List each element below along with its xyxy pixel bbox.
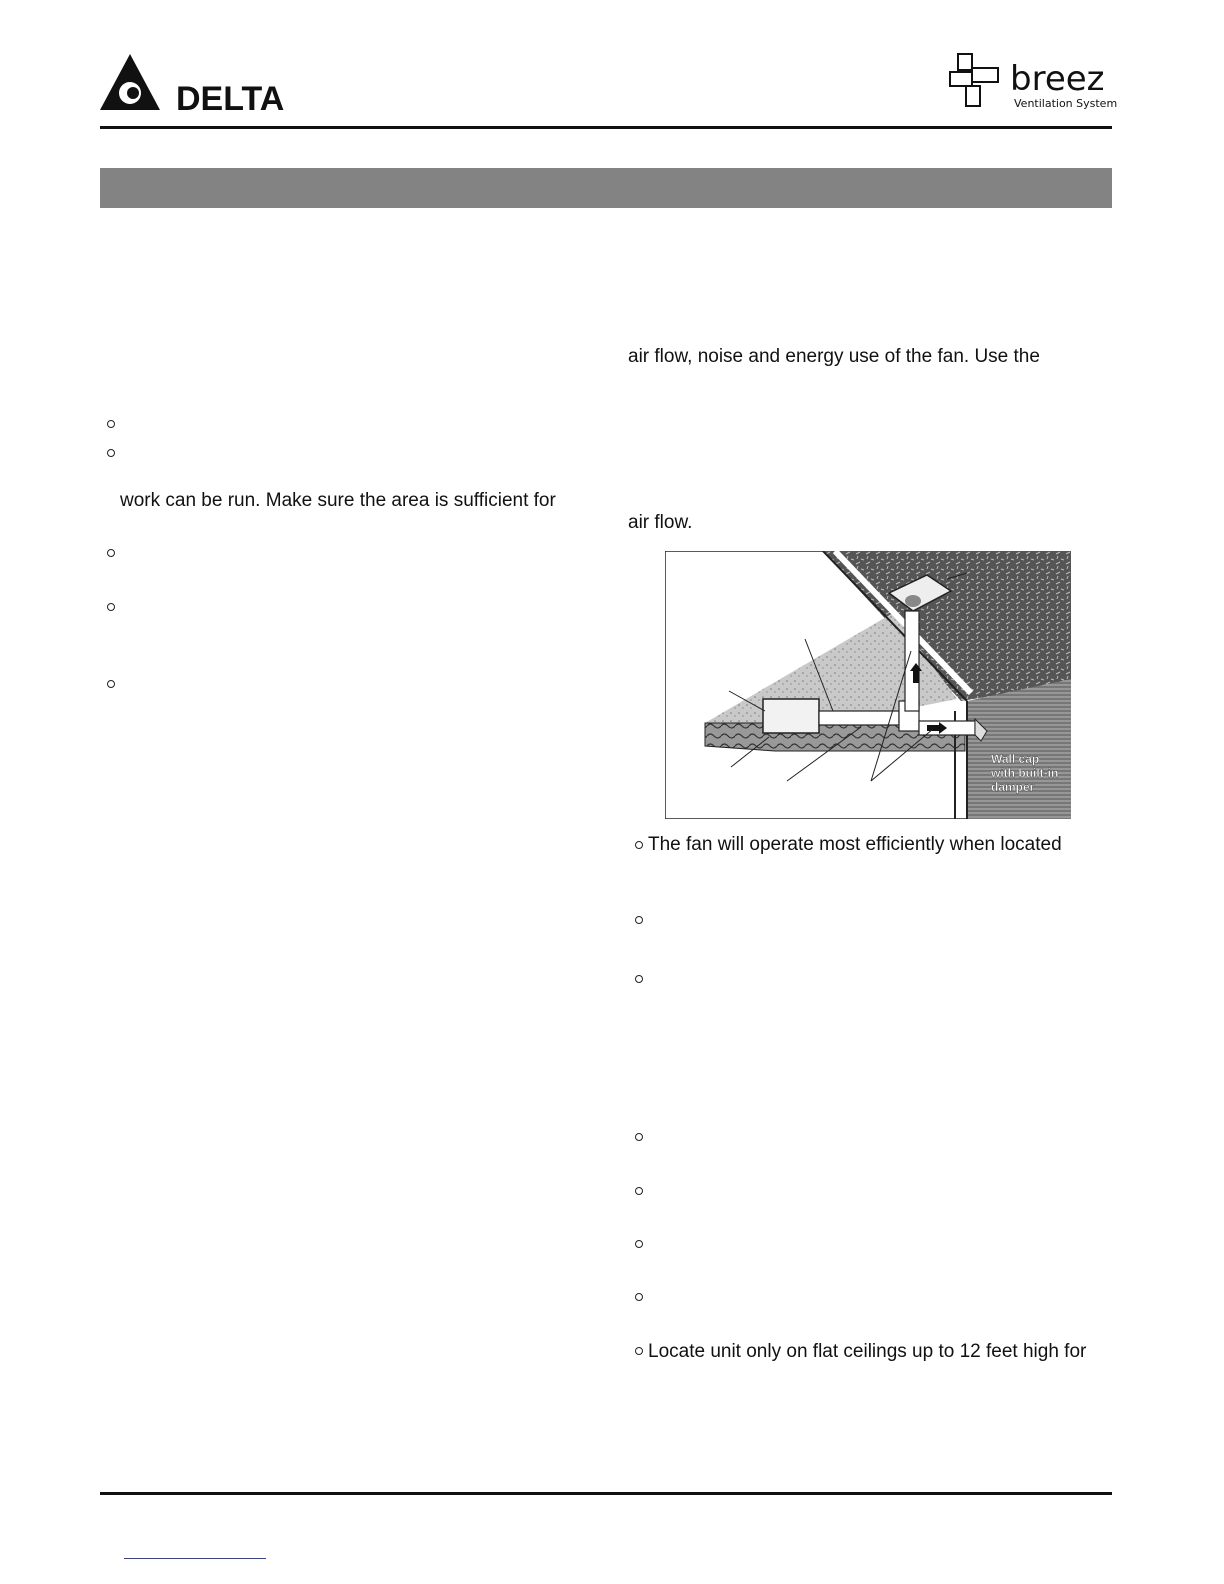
footer-rule xyxy=(100,1492,1112,1495)
bullet-marker xyxy=(635,1293,643,1301)
ceilings-bullet-text: Locate unit only on flat ceilings up to 12 feet high for xyxy=(648,1341,1087,1362)
installation-diagram xyxy=(665,551,1071,819)
footer-link-underline[interactable] xyxy=(124,1558,266,1559)
right-body-text: air flow. xyxy=(628,512,693,533)
section-title-band xyxy=(100,168,1112,208)
delta-logo xyxy=(100,52,290,112)
left-body-text: work can be run. Make sure the area is sufficient for xyxy=(120,490,556,511)
breez-logo xyxy=(948,50,1118,112)
header-rule xyxy=(100,126,1112,129)
bullet-marker xyxy=(107,449,115,457)
bullet-marker xyxy=(635,1187,643,1195)
bullet-marker xyxy=(635,975,643,983)
bullet-marker xyxy=(635,1347,643,1355)
breez-logo-text: breez xyxy=(1010,59,1105,99)
bullet-marker xyxy=(107,549,115,557)
wall-cap-label: Wall cap with built-in damper xyxy=(991,752,1059,794)
bullet-marker xyxy=(635,1133,643,1141)
bullet-marker xyxy=(107,420,115,428)
delta-logo-text: DELTA xyxy=(176,80,285,112)
efficiency-bullet-text: The fan will operate most efficiently when located xyxy=(648,834,1062,855)
bullet-marker xyxy=(107,680,115,688)
breez-tagline: Ventilation System xyxy=(1014,97,1118,110)
bullet-marker xyxy=(635,916,643,924)
bullet-marker xyxy=(635,841,643,849)
right-body-text: air flow, noise and energy use of the fan. Use the xyxy=(628,346,1040,367)
bullet-marker xyxy=(635,1240,643,1248)
bullet-marker xyxy=(107,603,115,611)
